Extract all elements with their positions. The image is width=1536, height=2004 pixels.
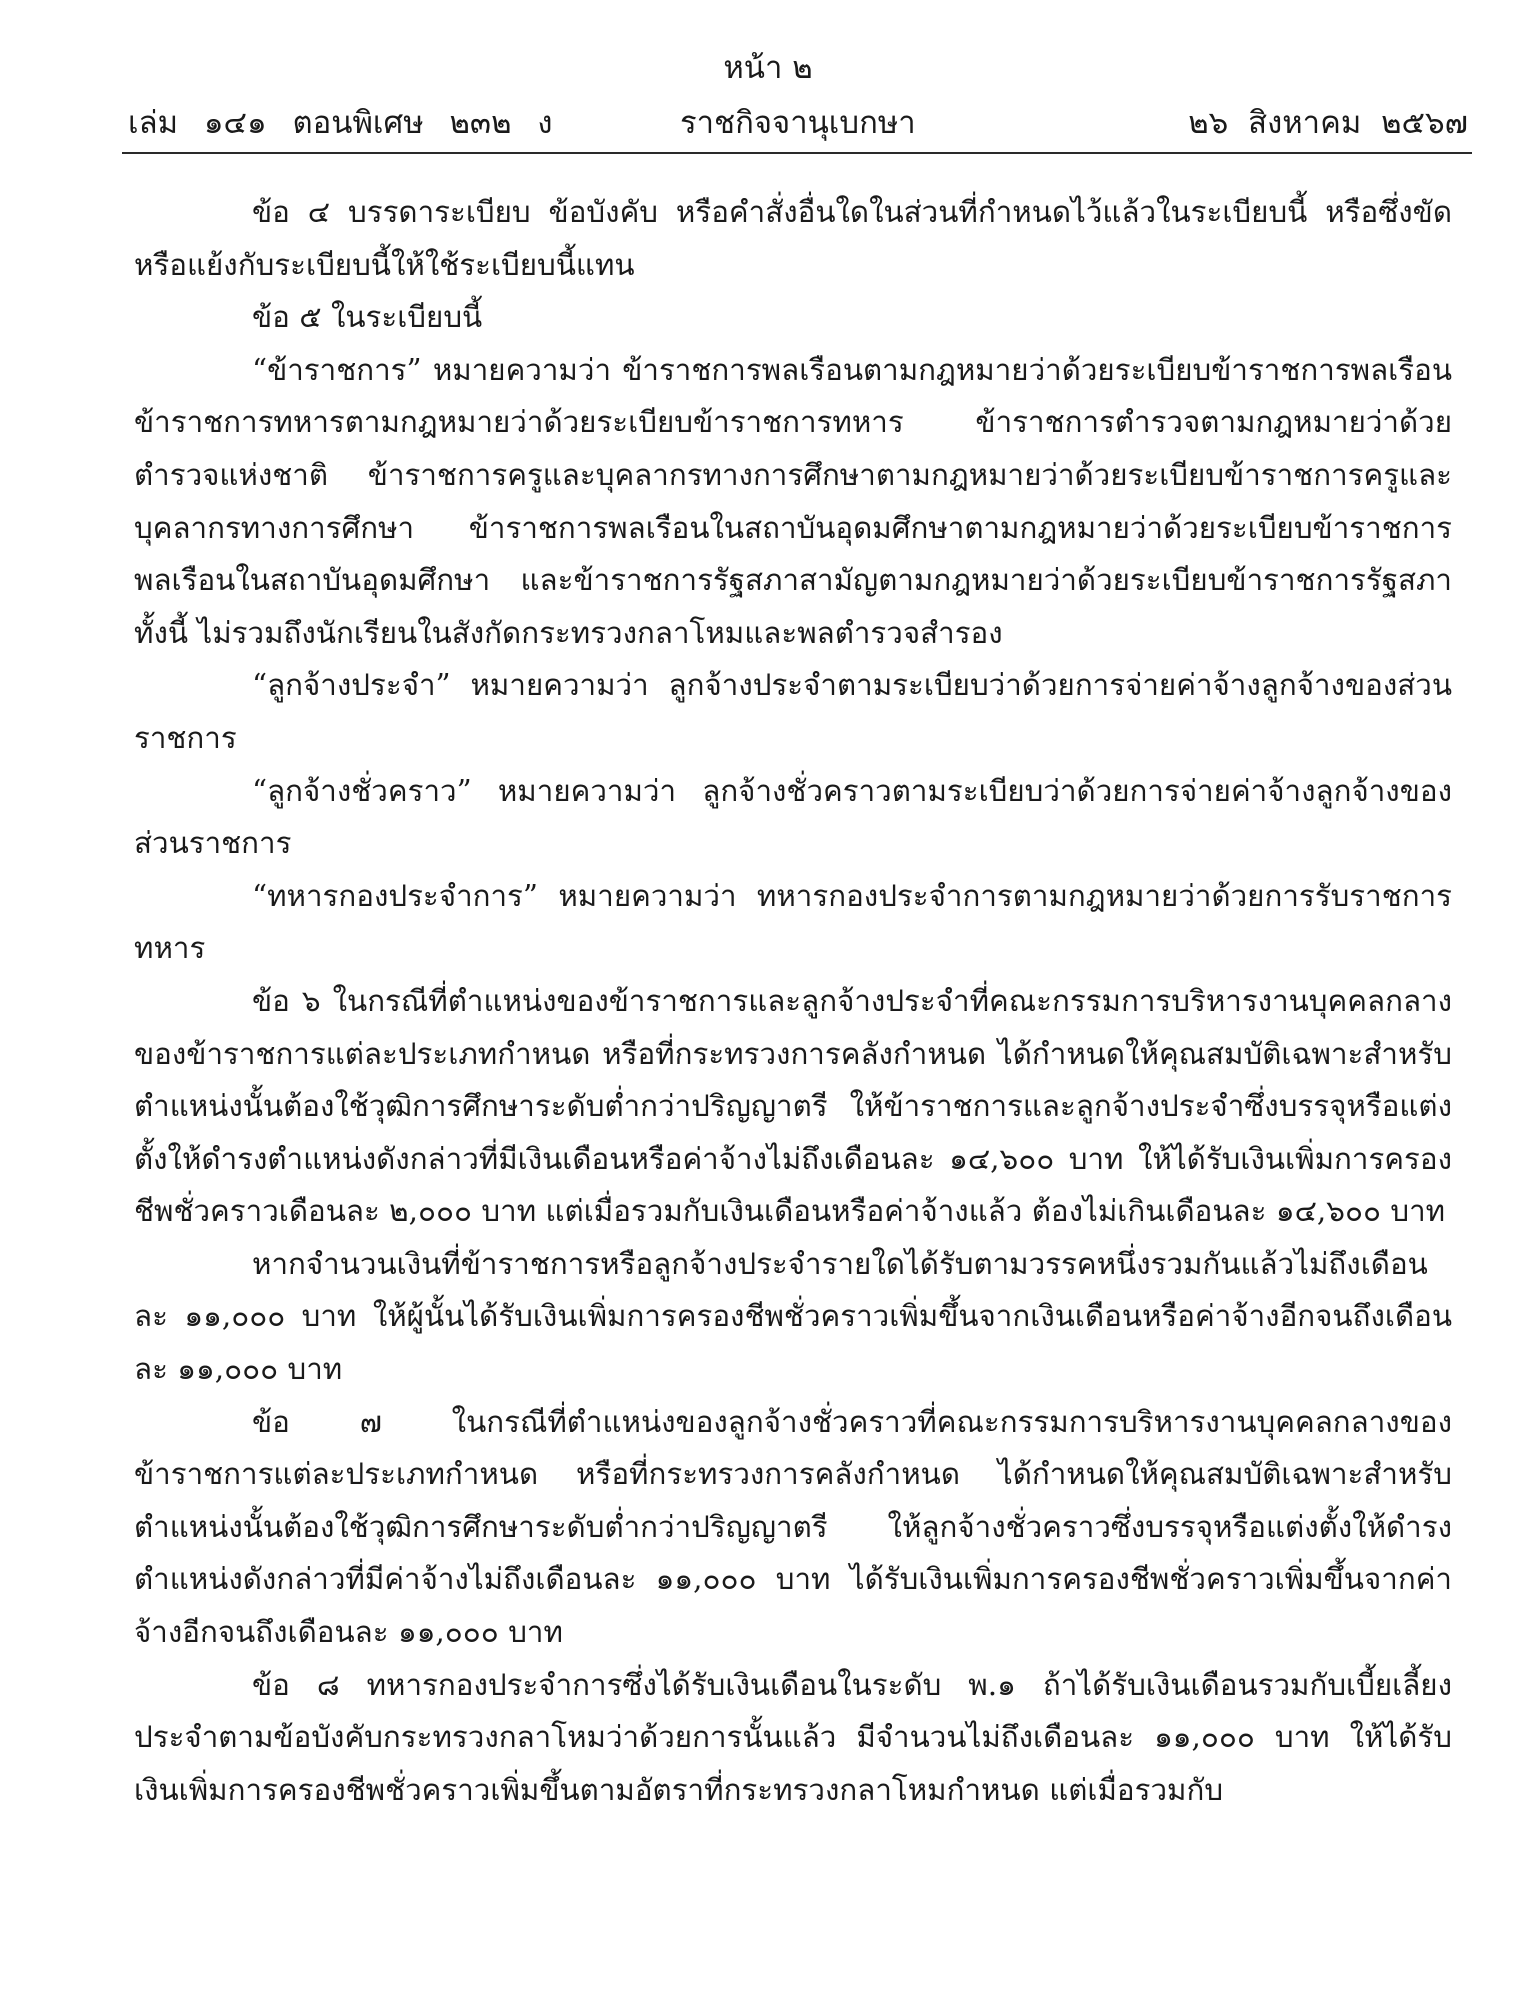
definition-civil-servant: “ข้าราชการ” หมายความว่า ข้าราชการพลเรือนตามกฎหมายว่าด้วยระเบียบข้าราชการพลเรือน ข้าราชการทหารตามกฎหมายว่าด้วยระเบียบข้าราชการทหาร ข้าราชการตำรวจตามกฎหมายว่าด้วยตำรวจแห่งชาติ ข้าราชการครูและบุคลากรทางการศึกษาตามกฎหมายว่าด้วยระเบียบข้าราชการครูและบุคลากรทางการศึกษา ข้าราชการพลเรือนในสถาบันอุดมศึกษาตามกฎหมายว่าด้วยระเบียบข้าราชการพลเรือนในสถาบันอุดมศึกษา และข้าราชการรัฐสภาสามัญตามกฎหมายว่าด้วยระเบียบข้าราชการรัฐสภา ทั้งนี้ ไม่รวมถึงนักเรียนในสังกัดกระทรวงกลาโหมและพลตำรวจสำรอง xyxy=(134,352,1452,650)
issue-reference: เล่ม ๑๔๑ ตอนพิเศษ ๒๓๒ ง xyxy=(128,105,553,141)
gazette-header xyxy=(128,103,1468,151)
definition-conscript: “ทหารกองประจำการ” หมายความว่า ทหารกองประจำการตามกฎหมายว่าด้วยการรับราชการทหาร xyxy=(134,878,1452,966)
document-body xyxy=(134,186,1452,1816)
clause-7: ข้อ ๗ ในกรณีที่ตำแหน่งของลูกจ้างชั่วคราวที่คณะกรรมการบริหารงานบุคคลกลางของข้าราชการแต่ละประเภทกำหนด หรือที่กระทรวงการคลังกำหนด ได้กำหนดให้คุณสมบัติเฉพาะสำหรับตำแหน่งนั้นต้องใช้วุฒิการศึกษาระดับต่ำกว่าปริญญาตรี ให้ลูกจ้างชั่วคราวซึ่งบรรจุหรือแต่งตั้งให้ดำรงตำแหน่งดังกล่าวที่มีค่าจ้างไม่ถึงเดือนละ ๑๑,๐๐๐ บาท ได้รับเงินเพิ่มการครองชีพชั่วคราวเพิ่มขึ้นจากค่าจ้างอีกจนถึงเดือนละ ๑๑,๐๐๐ บาท xyxy=(134,1404,1452,1650)
clause-6: ข้อ ๖ ในกรณีที่ตำแหน่งของข้าราชการและลูกจ้างประจำที่คณะกรรมการบริหารงานบุคคลกลางของข้าราชการแต่ละประเภทกำหนด หรือที่กระทรวงการคลังกำหนด ได้กำหนดให้คุณสมบัติเฉพาะสำหรับตำแหน่งนั้นต้องใช้วุฒิการศึกษาระดับต่ำกว่าปริญญาตรี ให้ข้าราชการและลูกจ้างประจำซึ่งบรรจุหรือแต่งตั้งให้ดำรงตำแหน่งดังกล่าวที่มีเงินเดือนหรือค่าจ้างไม่ถึงเดือนละ ๑๔,๖๐๐ บาท ให้ได้รับเงินเพิ่มการครองชีพชั่วคราวเดือนละ ๒,๐๐๐ บาท แต่เมื่อรวมกับเงินเดือนหรือค่าจ้างแล้ว ต้องไม่เกินเดือนละ ๑๔,๖๐๐ บาท xyxy=(134,983,1452,1229)
clause-5: ข้อ ๕ ในระเบียบนี้ xyxy=(252,300,483,335)
clause-6-paragraph-2: หากจำนวนเงินที่ข้าราชการหรือลูกจ้างประจำรายใดได้รับตามวรรคหนึ่งรวมกันแล้วไม่ถึงเดือนละ ๑๑,๐๐๐ บาท ให้ผู้นั้นได้รับเงินเพิ่มการครองชีพชั่วคราวเพิ่มขึ้นจากเงินเดือนหรือค่าจ้างอีกจนถึงเดือนละ ๑๑,๐๐๐ บาท xyxy=(134,1246,1452,1387)
clause-8: ข้อ ๘ ทหารกองประจำการซึ่งได้รับเงินเดือนในระดับ พ.๑ ถ้าได้รับเงินเดือนรวมกับเบี้ยเลี้ยงประจำตามข้อบังคับกระทรวงกลาโหมว่าด้วยการนั้นแล้ว มีจำนวนไม่ถึงเดือนละ ๑๑,๐๐๐ บาท ให้ได้รับเงินเพิ่มการครองชีพชั่วคราวเพิ่มขึ้นตามอัตราที่กระทรวงกลาโหมกำหนด แต่เมื่อรวมกับ xyxy=(134,1667,1452,1807)
page-number: หน้า ๒ xyxy=(723,50,813,86)
definition-temporary-employee: “ลูกจ้างชั่วคราว” หมายความว่า ลูกจ้างชั่วคราวตามระเบียบว่าด้วยการจ่ายค่าจ้างลูกจ้างของส่วนราชการ xyxy=(134,773,1452,861)
publication-date: ๒๖ สิงหาคม ๒๕๖๗ xyxy=(1188,105,1468,141)
clause-4: ข้อ ๔ บรรดาระเบียบ ข้อบังคับ หรือคำสั่งอื่นใดในส่วนที่กำหนดไว้แล้วในระเบียบนี้ หรือซึ่งขัดหรือแย้งกับระเบียบนี้ให้ใช้ระเบียบนี้แทน xyxy=(134,195,1452,282)
header-divider xyxy=(122,152,1472,154)
gazette-name: ราชกิจจานุเบกษา xyxy=(680,105,916,141)
definition-permanent-employee: “ลูกจ้างประจำ” หมายความว่า ลูกจ้างประจำตามระเบียบว่าด้วยการจ่ายค่าจ้างลูกจ้างของส่วนราชการ xyxy=(134,668,1452,755)
